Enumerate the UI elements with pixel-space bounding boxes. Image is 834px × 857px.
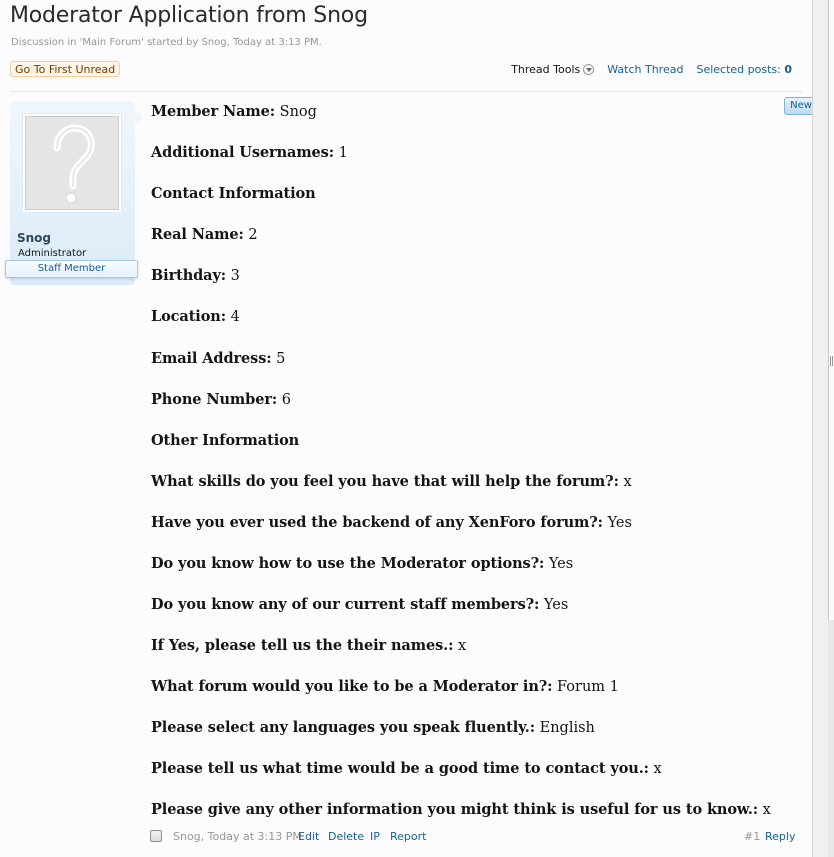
delete-link[interactable]: Delete: [328, 830, 365, 843]
post-meta: Snog, Today at 3:13 PM: [173, 830, 302, 843]
report-link[interactable]: Report: [390, 830, 427, 843]
selected-posts[interactable]: [696, 63, 792, 76]
staff-member-banner: Staff Member: [5, 260, 138, 278]
message-footer: [150, 829, 800, 845]
username-link[interactable]: Snog: [17, 231, 52, 245]
thread-byline: Discussion in 'Main Forum' started by Snog, Today at 3:13 PM.: [11, 37, 322, 48]
edit-link[interactable]: Edit: [298, 830, 320, 843]
field-languages: Please select any languages you speak fluently.: English: [151, 719, 595, 736]
message-user-info: [10, 101, 135, 285]
select-post-checkbox[interactable]: [150, 830, 162, 842]
field-know-staff: Do you know any of our current staff members?: Yes: [151, 596, 569, 613]
field-phone-number: Phone Number: 6: [151, 391, 291, 408]
field-backend-experience: Have you ever used the backend of any XenForo forum?: Yes: [151, 514, 632, 531]
question-mark-icon: [29, 120, 115, 206]
thread-title: Moderator Application from Snog: [10, 3, 368, 28]
selected-posts-label: Selected posts:: [696, 63, 781, 76]
scrollbar-thumb[interactable]: [828, 0, 834, 620]
go-to-first-unread-button[interactable]: Go To First Unread: [10, 61, 120, 77]
field-other-info: Please give any other information you might think is useful for us to know.: x: [151, 801, 771, 818]
field-member-name: Member Name: Snog: [151, 103, 317, 120]
post-number-link[interactable]: #1: [744, 830, 761, 843]
new-post-badge: New: [784, 97, 818, 115]
scrollbar-grip-icon: [830, 356, 833, 366]
user-title: Administrator: [18, 248, 87, 259]
field-skills: What skills do you feel you have that will help the forum?: x: [151, 473, 632, 490]
thread-tools-label: Thread Tools: [511, 63, 581, 76]
thread-controls: [511, 63, 792, 76]
section-other-information: Other Information: [151, 432, 300, 449]
message-arrow: [135, 109, 143, 125]
field-email-address: Email Address: 5: [151, 350, 286, 367]
field-real-name: Real Name: 2: [151, 226, 258, 243]
chevron-down-icon: [583, 64, 594, 75]
thread-tools-menu[interactable]: [511, 63, 594, 76]
field-staff-names: If Yes, please tell us the their names.: x: [151, 637, 467, 654]
avatar[interactable]: [22, 113, 122, 213]
default-avatar-question-icon: [25, 116, 119, 210]
field-contact-time: Please tell us what time would be a good time to contact you.: x: [151, 760, 662, 777]
field-forum-choice: What forum would you like to be a Moderator in?: Forum 1: [151, 678, 619, 695]
scrollbar[interactable]: [812, 0, 834, 857]
selected-posts-count: 0: [784, 63, 792, 76]
watch-thread-link[interactable]: Watch Thread: [607, 63, 684, 76]
field-location: Location: 4: [151, 308, 240, 325]
header-divider: [10, 91, 802, 92]
field-additional-usernames: Additional Usernames: 1: [151, 144, 348, 161]
field-birthday: Birthday: 3: [151, 267, 240, 284]
ip-link[interactable]: IP: [370, 830, 380, 843]
reply-link[interactable]: Reply: [765, 830, 796, 843]
field-moderator-options: Do you know how to use the Moderator options?: Yes: [151, 555, 574, 572]
section-contact-information: Contact Information: [151, 185, 316, 202]
